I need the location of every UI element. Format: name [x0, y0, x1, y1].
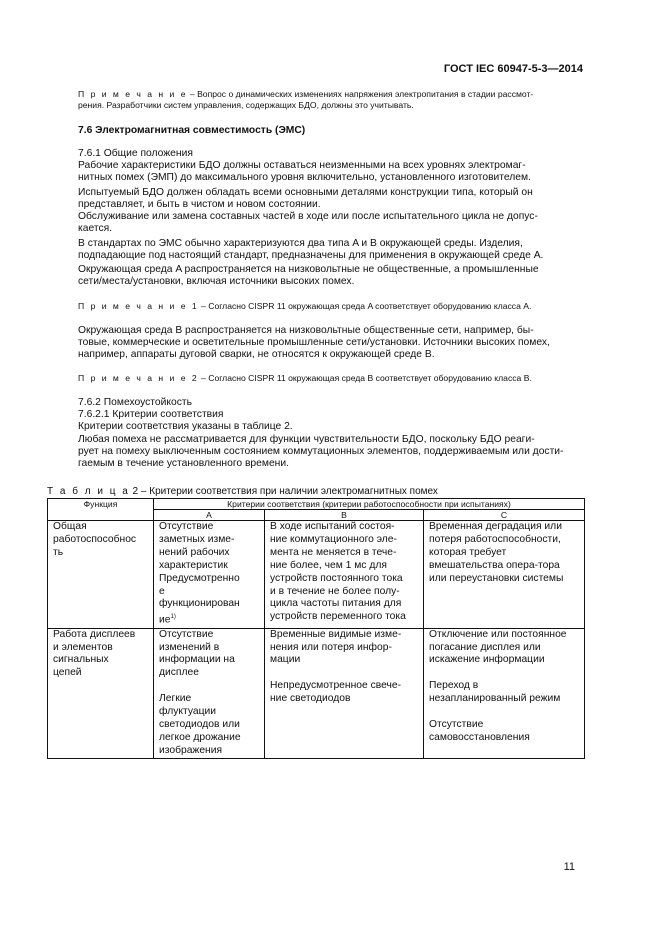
cell-line: работоспособнос	[53, 533, 137, 545]
cell-line: Отсутствие	[159, 628, 214, 640]
cell-line: В ходе испытаний состоя-	[270, 521, 395, 532]
paragraph-line: например, аппараты дуговой сварки, не относятся к окружающей среде B.	[78, 349, 435, 360]
paragraph-line: подпадающие под настоящий стандарт, предназначены для применения в окружающей среде А.	[78, 250, 544, 261]
paragraph-line: гаемым в течение установленного времени.	[78, 458, 289, 469]
table-header-row	[48, 499, 585, 510]
note-2	[78, 373, 532, 383]
cell-function	[48, 628, 154, 758]
cell-line: цепей	[53, 667, 82, 679]
cell-line: мации	[270, 654, 301, 666]
paragraph-line: кается.	[78, 223, 113, 234]
header-col-b: B	[265, 510, 424, 521]
cell-function	[48, 521, 154, 629]
paragraph-line: Окружающая среда A распространяется на низковольтные не общественные, а промышленные	[78, 264, 539, 275]
cell-line: Работа дисплеев	[53, 628, 136, 640]
table-title-text: 2 – Критерии соответствия при наличии электромагнитных помех	[129, 486, 438, 497]
subsection-title-761: 7.6.1 Общие положения	[78, 148, 193, 159]
cell-line: погасание дисплея или	[429, 641, 541, 653]
cell-line: е	[159, 585, 165, 597]
cell-line: которая требует	[429, 546, 507, 558]
cell-line: заметных изме-	[159, 533, 235, 545]
cell-line: Отсутствие	[429, 718, 484, 730]
cell-line: легкое дрожание	[159, 731, 241, 743]
cell-line: и элементов	[53, 641, 113, 653]
cell-criteria-b	[265, 521, 424, 629]
cell-line: незапланированный режим	[429, 693, 561, 705]
note-1	[78, 301, 531, 311]
cell-line: ть	[53, 546, 64, 558]
cell-line: изменений в	[159, 641, 220, 653]
cell-line: дисплее	[159, 667, 199, 679]
cell-line: изображения	[159, 744, 223, 756]
cell-criteria-a	[154, 521, 265, 629]
cell-criteria-c	[424, 628, 585, 758]
header-criteria: Критерии соответствия (критерии работоспособности при испытаниях)	[154, 499, 585, 510]
cell-line: Легкие	[159, 693, 192, 705]
paragraph-line: Рабочие характеристики БДО должны оставаться неизменными на всех уровнях электромаг-	[78, 160, 526, 171]
cell-line: информации на	[159, 654, 235, 666]
cell-line: светодиодов или	[159, 719, 240, 730]
note-1-text: – Согласно CISPR 11 окружающая среда A соответствует оборудованию класса A.	[198, 301, 532, 311]
cell-criteria-a	[154, 628, 265, 758]
cell-line: ние коммутационного эле-	[270, 533, 397, 545]
subsection-title-762: 7.6.2 Помехоустойкость	[78, 397, 192, 408]
note-1-label: П р и м е ч а н и е 1	[78, 301, 199, 311]
paragraph-line: В стандартах по ЭМС обычно характеризуются два типа A и B окружающей среды. Изделия,	[78, 238, 523, 249]
section-title: 7.6 Электромагнитная совместимость (ЭМС)	[78, 125, 306, 136]
cell-line	[159, 611, 259, 627]
cell-line: нений рабочих	[159, 546, 230, 558]
page-number: 11	[563, 861, 575, 873]
note-2-text: – Согласно CISPR 11 окружающая среда B соответствует оборудованию класса B.	[198, 373, 532, 383]
cell-line: нения или потеря инфор-	[270, 641, 392, 653]
note-label: П р и м е ч а н и е	[78, 89, 188, 99]
cell-line: цикла частоты питания для	[270, 598, 402, 610]
cell-line: Непредусмотренное свече-	[270, 680, 401, 692]
paragraph-line: Испытуемый БДО должен обладать всеми основными деталями конструкции типа, который он	[78, 187, 533, 198]
cell-line: устройств постоянного тока	[270, 572, 403, 584]
note-text: – Вопрос о динамических изменениях напряжения электропитания в стадии рассмот-	[187, 89, 534, 99]
document-header: ГОСТ IEC 60947-5-3—2014	[443, 63, 583, 75]
note-top-line1	[78, 89, 533, 99]
cell-line: ние более, чем 1 мс для	[270, 559, 387, 571]
cell-line: функционирован	[159, 598, 240, 610]
paragraph-line: Критерии соответствия указаны в таблице 2.	[78, 421, 293, 432]
cell-line: ние светодиодов	[270, 693, 351, 705]
cell-line: Переход в	[429, 680, 479, 692]
note-2-label: П р и м е ч а н и е 2	[78, 373, 199, 383]
cell-line: устройств переменного тока	[270, 611, 406, 623]
table-row	[48, 521, 585, 629]
paragraph-line: рует на помеху выключенным состоянием коммутационных элементов, поддерживаемым или дости-	[78, 446, 564, 457]
subsection-title-7621: 7.6.2.1 Критерии соответствия	[78, 409, 224, 420]
header-col-c: C	[424, 510, 585, 521]
paragraph-line: Окружающая среда B распространяется на низковольтные общественные сети, например, бы-	[78, 325, 534, 336]
cell-line: Предусмотренно	[159, 572, 240, 584]
cell-line: Временные видимые изме-	[270, 628, 402, 640]
cell-line: Общая	[53, 521, 87, 532]
cell-line: потеря работоспособности,	[429, 533, 561, 545]
table-row	[48, 628, 585, 758]
paragraph-line: Обслуживание или замена составных частей в ходе или после испытательного цикла не допус-	[78, 211, 538, 222]
paragraph-line: представляет, и быть в чистом и новом состоянии.	[78, 199, 321, 210]
paragraph-line: сети/места/установки, включая источники высоких помех.	[78, 276, 355, 287]
cell-text: ие	[159, 614, 171, 626]
cell-criteria-b	[265, 628, 424, 758]
cell-criteria-c	[424, 521, 585, 629]
header-function: Функция	[48, 499, 154, 521]
cell-line: Временная деградация или	[429, 521, 562, 532]
note-top-line2: рения. Разработчики систем управления, содержащих БДО, должны это учитывать.	[78, 100, 414, 110]
cell-line: сигнальных	[53, 654, 109, 666]
paragraph-line: товые, коммерческие и осветительные промышленные сети/установки. Источники высоких помех,	[78, 337, 550, 348]
paragraph-line: Любая помеха не рассматривается для функции чувствительности БДО, поскольку БДО реаги-	[78, 434, 535, 445]
cell-line: самовосстановления	[429, 731, 530, 743]
header-col-a: A	[154, 510, 265, 521]
table-title-label: Т а б л и ц а	[47, 486, 130, 497]
cell-line: вмешательства опера-тора	[429, 559, 560, 571]
paragraph-line: нитных помех (ЭМП) до максимального уровня включительно, установленного изготовителем.	[78, 172, 531, 183]
cell-line: мента не меняется в тече-	[270, 546, 397, 558]
cell-line: характеристик	[159, 559, 228, 571]
criteria-table	[47, 498, 585, 759]
table-title	[47, 486, 438, 497]
cell-line: или переустановки системы	[429, 572, 564, 584]
cell-line: флуктуации	[159, 706, 217, 718]
cell-line: и в течение не более полу-	[270, 585, 400, 597]
cell-line: Отсутствие	[159, 521, 214, 532]
footnote-ref: 1)	[170, 614, 176, 621]
cell-line: Отключение или постоянное	[429, 628, 567, 640]
cell-line: искажение информации	[429, 654, 545, 666]
